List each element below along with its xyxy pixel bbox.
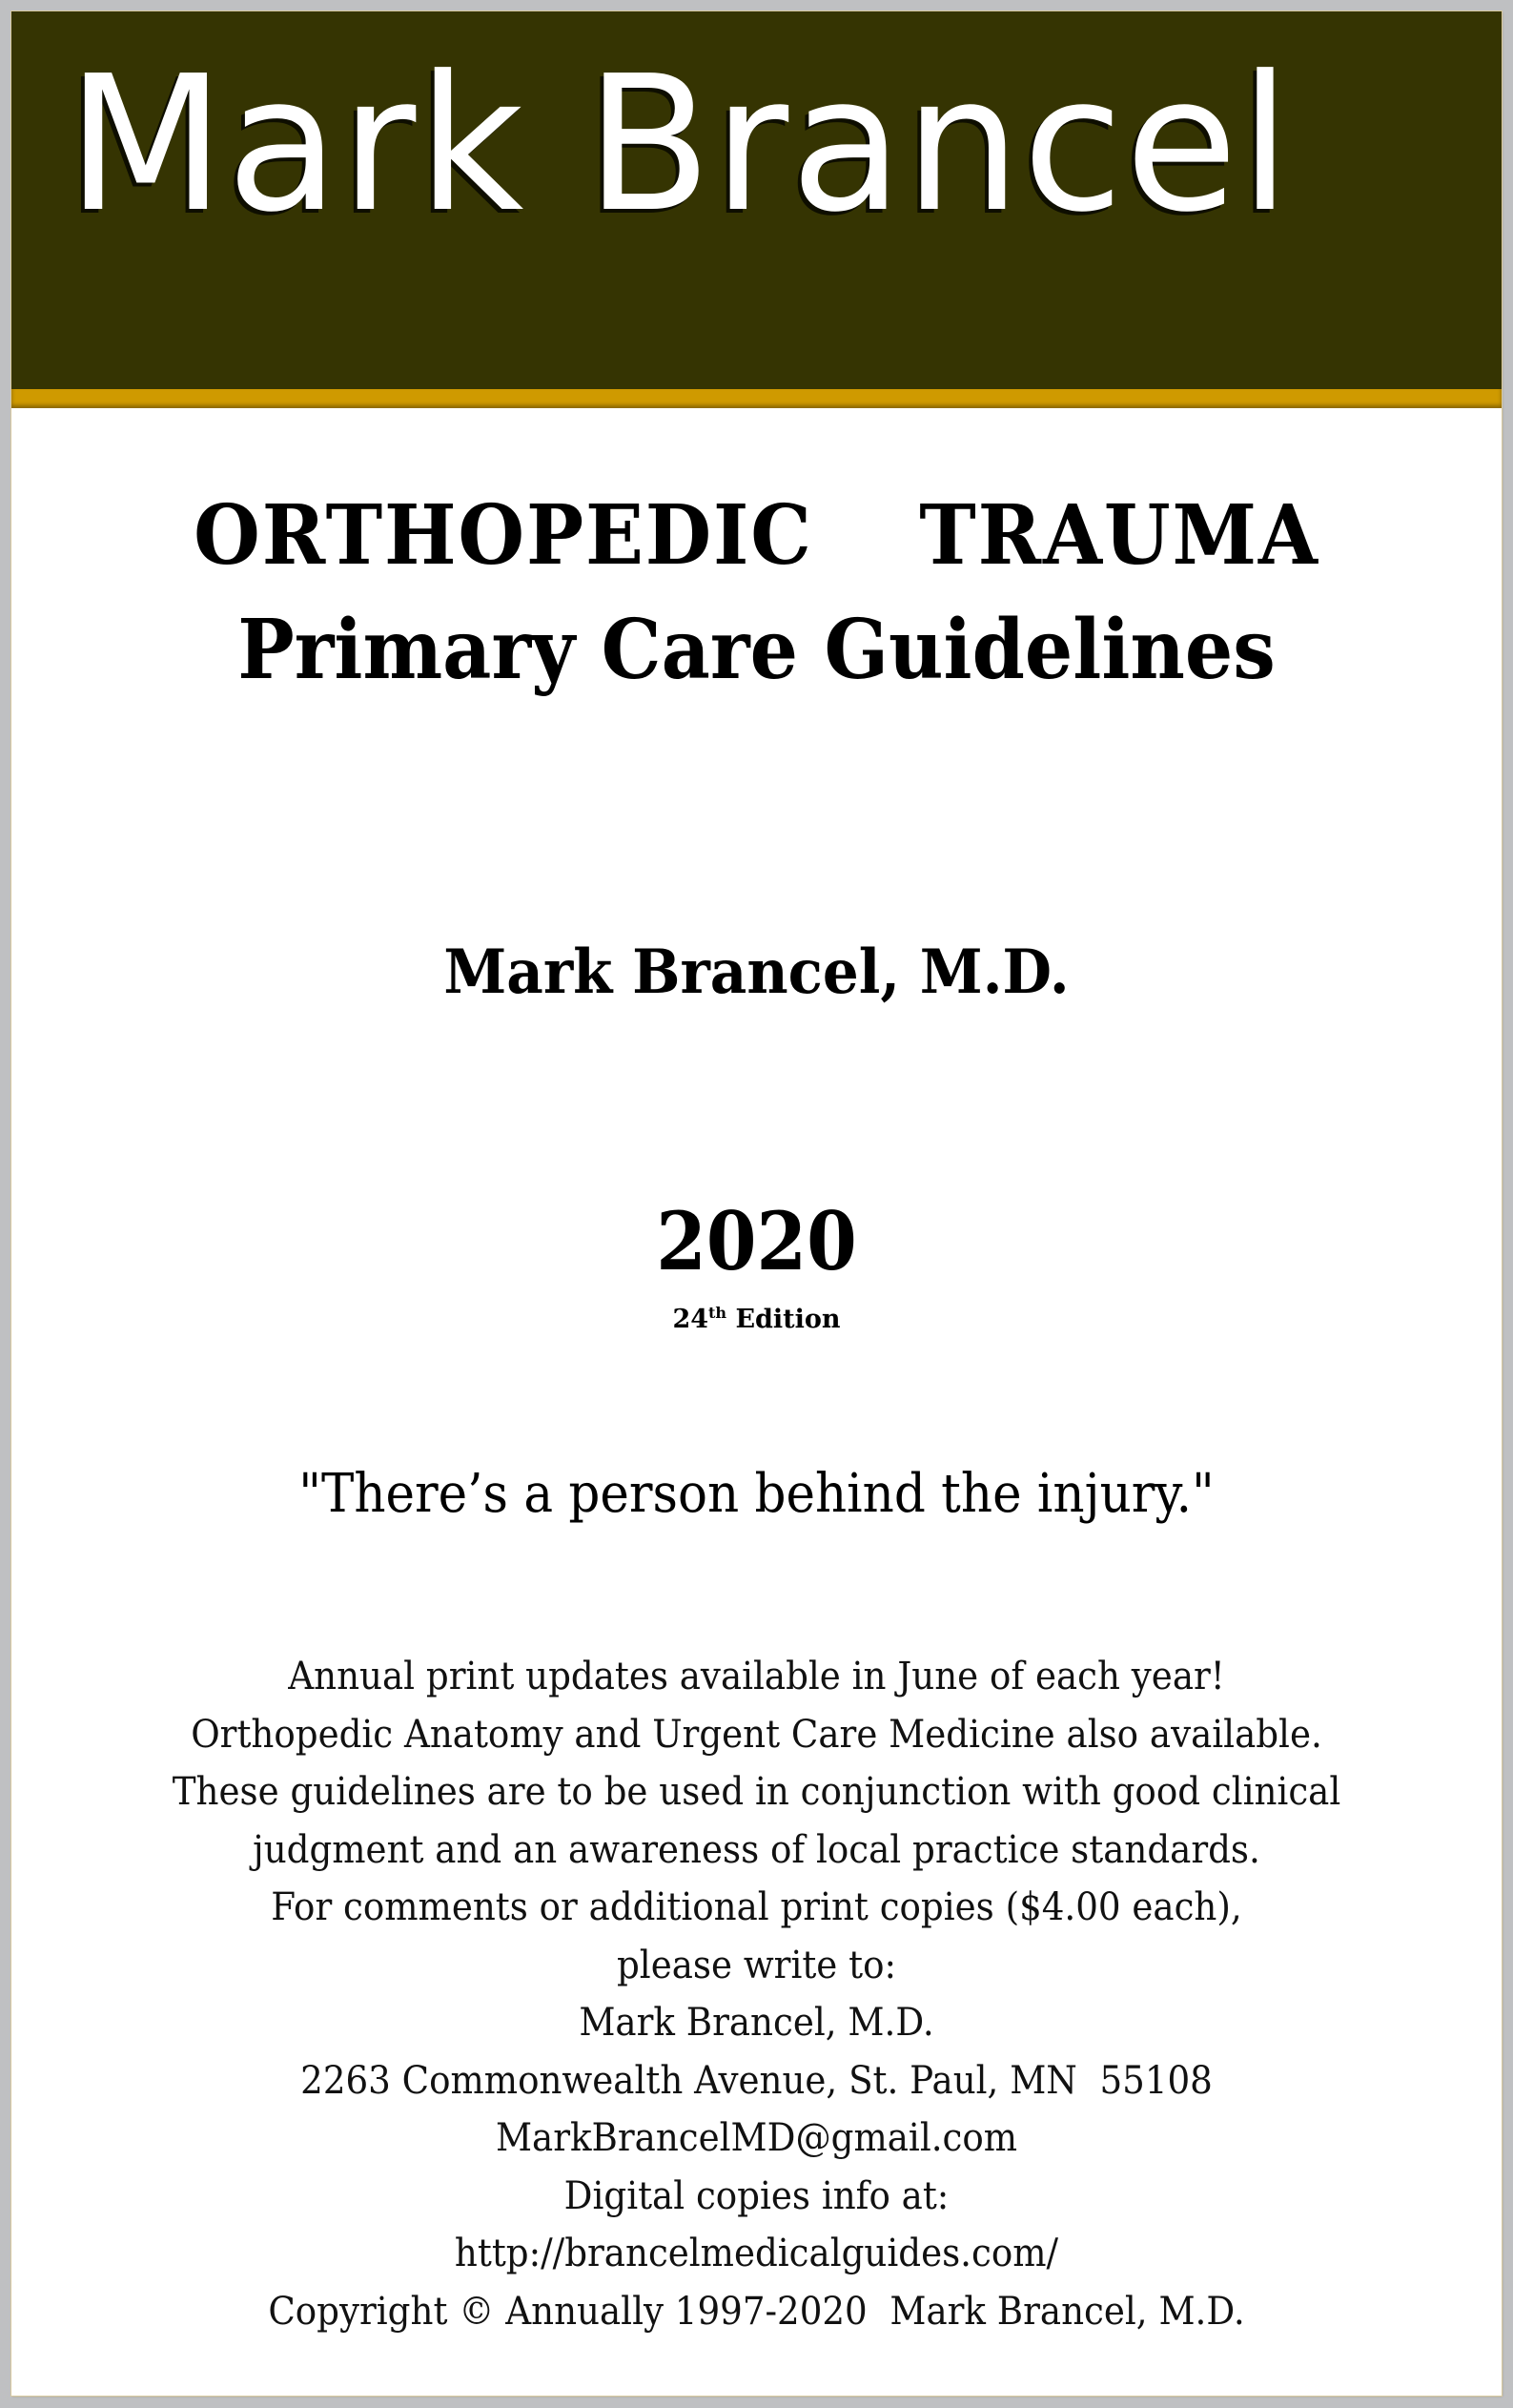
info-line-comments: For comments or additional print copies ($4.00 each), xyxy=(271,1885,1242,1929)
cover-quote: "There’s a person behind the injury." xyxy=(298,1463,1215,1525)
book-subtitle: Primary Care Guidelines xyxy=(237,602,1276,698)
info-line-write-to: please write to: xyxy=(616,1943,897,1987)
gold-divider-stripe xyxy=(11,389,1502,408)
info-line-copyright: Copyright © Annually 1997-2020 Mark Brancel, M.D. xyxy=(268,2289,1245,2334)
edition-ordinal-suffix: th xyxy=(708,1304,727,1322)
edition-text: Edition xyxy=(726,1305,841,1334)
info-line-disclaimer-1: These guidelines are to be used in conjunction with good clinical xyxy=(172,1770,1341,1814)
banner-author-name: Mark Brancel xyxy=(67,36,1293,254)
info-line-disclaimer-2: judgment and an awareness of local practice standards. xyxy=(253,1827,1260,1872)
header-banner xyxy=(11,11,1502,389)
edition-label xyxy=(11,1296,1502,1337)
info-line-email: MarkBrancelMD@gmail.com xyxy=(495,2116,1018,2160)
info-line-updates: Annual print updates available in June of each year! xyxy=(288,1655,1225,1698)
publication-info xyxy=(11,1648,1502,2340)
edition-number: 24 xyxy=(672,1305,709,1334)
info-line-address: 2263 Commonwealth Avenue, St. Paul, MN 55108 xyxy=(300,2058,1213,2103)
edition-year: 2020 xyxy=(656,1194,857,1288)
info-line-contact-name: Mark Brancel, M.D. xyxy=(579,2001,934,2045)
book-cover-page xyxy=(11,11,1502,2396)
author-name: Mark Brancel, M.D. xyxy=(443,936,1070,1008)
info-line-other-titles: Orthopedic Anatomy and Urgent Care Medicine also available. xyxy=(191,1712,1322,1757)
info-line-digital-copies: Digital copies info at: xyxy=(563,2173,950,2218)
info-line-website: http://brancelmedicalguides.com/ xyxy=(454,2232,1059,2275)
book-title-main: ORTHOPEDIC TRAUMA xyxy=(194,487,1319,584)
